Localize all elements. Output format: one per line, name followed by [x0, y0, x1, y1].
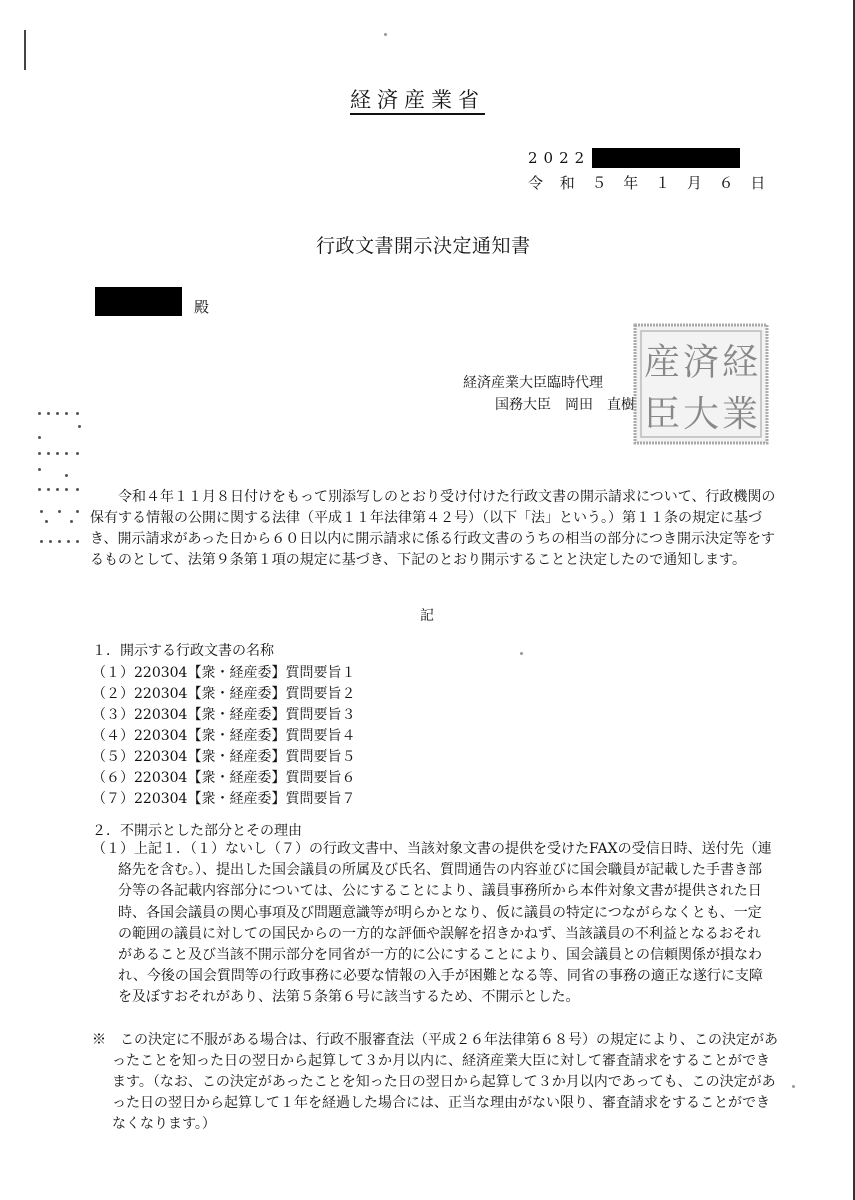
- seal-char: 臣: [643, 394, 681, 435]
- seal-char: 大: [682, 394, 720, 435]
- scan-speck: [792, 1085, 795, 1088]
- list-item: （５）220304【衆・経産委】質問要旨５: [92, 749, 356, 765]
- seal-char: 経: [721, 342, 759, 383]
- redaction-bar: [592, 148, 740, 168]
- issue-date: 令 和 ５ 年 １ 月 ６ 日: [528, 174, 772, 192]
- issuer-title: 経済産業大臣臨時代理: [463, 375, 603, 391]
- list-item: （６）220304【衆・経産委】質問要旨６: [92, 770, 356, 786]
- notification-body: 令和４年１１月８日付けをもって別添写しのとおり受け付けた行政文書の開示請求について、行政機関の保有する情報の公開に関する法律（平成１１年法律第４２号）（以下「法」という。）第１１条の規定に基づき、開示請求があった日から６０日以内に開示請求に係る行政文書のうちの相当の部分につき開示決定等をするものとして、法第９条第１項の規定に基づき、下記のとおり開示することと決定したので通知します。: [90, 489, 776, 568]
- scan-mark: [24, 30, 26, 70]
- list-item: （７）220304【衆・経産委】質問要旨７: [92, 791, 356, 807]
- ministry-name: 経済産業省: [350, 88, 485, 112]
- document-number-prefix: 2022: [528, 149, 591, 167]
- list-item: （２）220304【衆・経産委】質問要旨２: [92, 686, 356, 702]
- list-item: （３）220304【衆・経産委】質問要旨３: [92, 707, 356, 723]
- ki-heading: 記: [420, 608, 434, 624]
- list-item: （４）220304【衆・経産委】質問要旨４: [92, 728, 356, 744]
- scan-speck: [520, 652, 523, 655]
- document-number: [528, 149, 590, 167]
- seal-char: 産: [643, 342, 681, 383]
- appeal-note: ※ この決定に不服がある場合は、行政不服審査法（平成２６年法律第６８号）の規定により、この決定があったことを知った日の翌日から起算して３か月以内に、経済産業大臣に対して審査請求をすることができます。（なお、この決定があったことを知った日の翌日から起算して３か月以内であっても、この決定があった日の翌日から起算して１年を経過した場合には、正当な理由がない限り、審査請求をすることができなくなります。）: [92, 1032, 778, 1132]
- official-seal: [632, 322, 770, 446]
- recipient-honorific: 殿: [194, 298, 210, 316]
- seal-char: 済: [682, 342, 720, 383]
- nondisclosure-reason: （１）上記１．（１）ないし（７）の行政文書中、当該対象文書の提供を受けたFAXの受信日時、送付先（連絡先を含む。）、提出した国会議員の所属及び氏名、質問通告の内容並びに国会職員が記載した手書き部分等の各記載内容部分については、公にすることにより、議員事務所から本件対象文書が提供された日時、各国会議員の関心事項及び問題意識等が明らかとなり、仮に議員の特定につながらなくとも、一定の範囲の議員に対しての国民からの一方的な評価や誤解を招きかねず、当該議員の不利益となるおそれがあること及び当該不開示部分を同省が一方的に公にすることにより、国会議員との信頼関係が損なわれ、今後の国会質問等の行政事務に必要な情報の入手が困難となる等、同省の事務の適正な遂行に支障を及ぼすおそれがあり、法第５条第６号に該当するため、不開示とした。: [92, 841, 772, 1006]
- disclosed-documents-list: [92, 663, 355, 810]
- list-item: （１）220304【衆・経産委】質問要旨１: [92, 665, 356, 681]
- section2-heading: ２．不開示とした部分とその理由: [92, 823, 302, 839]
- issuer-name: 国務大臣 岡田 直樹: [495, 397, 635, 413]
- scan-speck: [384, 33, 387, 36]
- section1-heading: １．開示する行政文書の名称: [92, 643, 274, 659]
- document-title: 行政文書開示決定通知書: [316, 235, 531, 257]
- recipient-redaction: [95, 287, 182, 316]
- seal-char: 業: [721, 394, 759, 435]
